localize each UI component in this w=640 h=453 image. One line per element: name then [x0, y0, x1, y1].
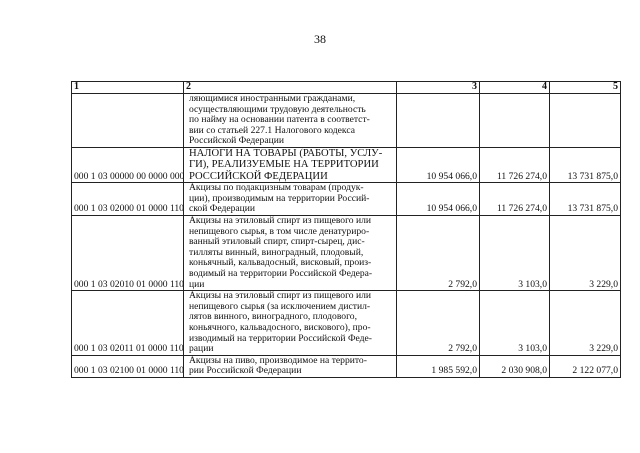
page-number: 38 [314, 32, 326, 46]
row-value-col5: 2 122 077,0 [550, 355, 621, 377]
row-value-col3: 1 985 592,0 [397, 355, 480, 377]
table-row [72, 355, 621, 377]
row-value-col4: 11 726 274,0 [480, 183, 550, 216]
column-header-3: 3 [397, 82, 480, 94]
column-header-1: 1 [72, 82, 184, 94]
table-row [72, 147, 621, 182]
row-code [72, 94, 184, 148]
row-value-col4: 11 726 274,0 [480, 147, 550, 182]
table-header-row [72, 82, 621, 94]
row-value-col5: 13 731 875,0 [550, 147, 621, 182]
row-value-col4: 3 103,0 [480, 291, 550, 356]
row-value-col5: 13 731 875,0 [550, 183, 621, 216]
row-value-col5 [550, 94, 621, 148]
row-name: Акцизы на этиловый спирт из пищевого или непищевого сырья, в том числе денатуриро- ванный этиловый спирт, спирт-сырец, дис- тилляты винный, виноградный, плодовый, коньячный, кальвадосный, висковый, произ- водимый на территории Российской Федера- ции [184, 215, 397, 290]
row-value-col5: 3 229,0 [550, 291, 621, 356]
table-row [72, 94, 621, 148]
column-header-2: 2 [184, 82, 397, 94]
row-value-col3 [397, 94, 480, 148]
row-name: Акцизы на пиво, производимое на террито- рии Российской Федерации [184, 355, 397, 377]
row-code: 000 1 03 02000 01 0000 110 [72, 183, 184, 216]
row-value-col3: 2 792,0 [397, 215, 480, 290]
row-code: 000 1 03 02011 01 0000 110 [72, 291, 184, 356]
row-value-col4: 2 030 908,0 [480, 355, 550, 377]
column-header-4: 4 [480, 82, 550, 94]
budget-table [71, 81, 621, 378]
row-value-col3: 10 954 066,0 [397, 183, 480, 216]
row-name: ляющимися иностранными гражданами, осуществляющими трудовую деятельность по найму на основании патента в соответст- вии со статьей 227.1 Налогового кодекса Российской Федерации [184, 94, 397, 148]
row-name: НАЛОГИ НА ТОВАРЫ (РАБОТЫ, УСЛУ- ГИ), РЕАЛИЗУЕМЫЕ НА ТЕРРИТОРИИ РОССИЙСКОЙ ФЕДЕРАЦИИ [184, 147, 397, 182]
row-value-col4 [480, 94, 550, 148]
row-name: Акцизы по подакцизным товарам (продук- ции), производимым на территории Россий- ской Федерации [184, 183, 397, 216]
row-code: 000 1 03 00000 00 0000 000 [72, 147, 184, 182]
row-value-col3: 2 792,0 [397, 291, 480, 356]
table-row [72, 183, 621, 216]
row-value-col3: 10 954 066,0 [397, 147, 480, 182]
row-value-col5: 3 229,0 [550, 215, 621, 290]
row-name: Акцизы на этиловый спирт из пищевого или непищевого сырья (за исключением дистил- лятов винного, виноградного, плодового, коньячного, кальвадосного, вискового), про- изводимый на территории Российской Феде- рации [184, 291, 397, 356]
row-code: 000 1 03 02010 01 0000 110 [72, 215, 184, 290]
row-code: 000 1 03 02100 01 0000 110 [72, 355, 184, 377]
column-header-5: 5 [550, 82, 621, 94]
table-row [72, 215, 621, 290]
row-value-col4: 3 103,0 [480, 215, 550, 290]
table-row [72, 291, 621, 356]
